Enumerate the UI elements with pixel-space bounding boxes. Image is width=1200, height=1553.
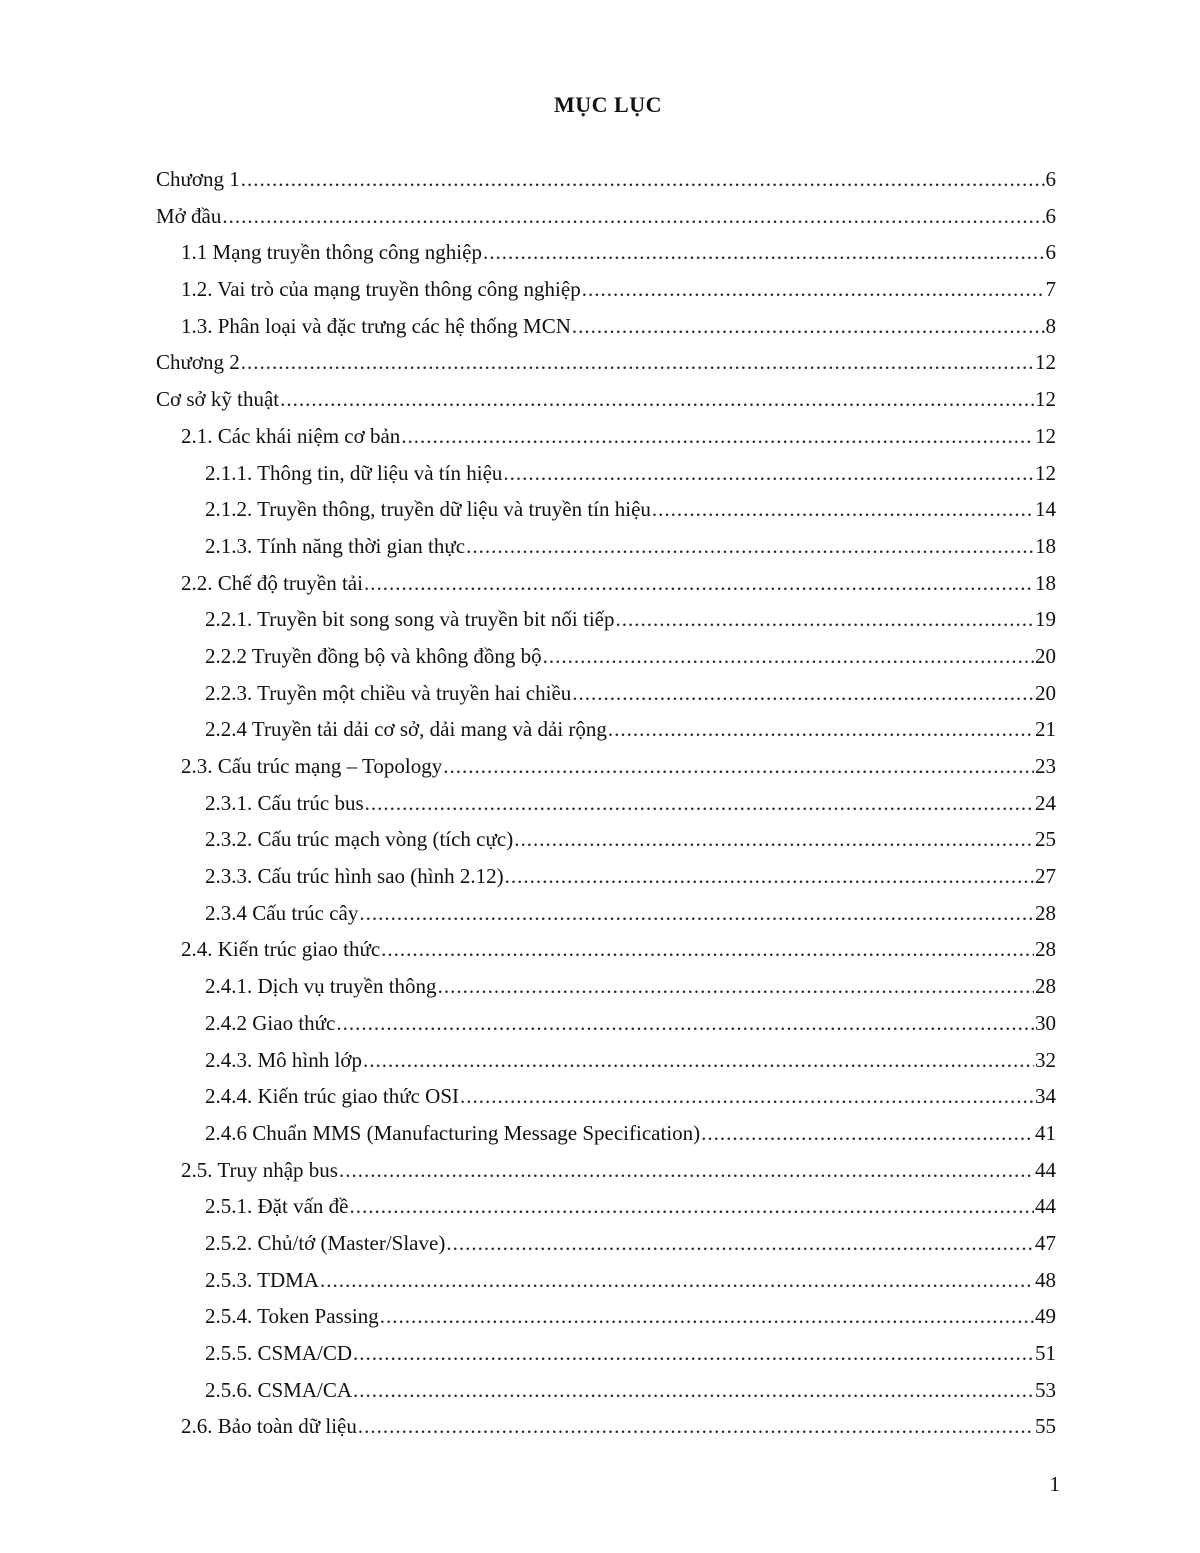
- toc-entry-label: 2.5.2. Chủ/tớ (Master/Slave): [205, 1230, 446, 1255]
- toc-entry-label: 2.2.2 Truyền đồng bộ và không đồng bộ: [205, 643, 542, 668]
- toc-entry[interactable]: [0, 821, 1200, 858]
- toc-entry-row: [205, 1078, 1056, 1115]
- toc-entry-page-number: 18: [1035, 533, 1056, 558]
- toc-entry-label: 2.5.1. Đặt vấn đề: [205, 1194, 349, 1219]
- toc-entry-page-number: 55: [1035, 1414, 1056, 1439]
- toc-entry-page-number: 25: [1035, 827, 1056, 852]
- dot-leader: [572, 308, 1045, 345]
- toc-entry[interactable]: [0, 785, 1200, 822]
- toc-entry[interactable]: [0, 1115, 1200, 1152]
- toc-entry[interactable]: [0, 1372, 1200, 1409]
- dot-leader: [543, 638, 1034, 675]
- toc-entry-page-number: 19: [1035, 607, 1056, 632]
- toc-entry-row: [205, 601, 1056, 638]
- toc-entry-label: 2.3.3. Cấu trúc hình sao (hình 2.12): [205, 864, 504, 889]
- toc-entry-label: 2.1. Các khái niệm cơ bản: [181, 423, 401, 448]
- toc-entry-label: 2.6. Bảo toàn dữ liệu: [181, 1414, 357, 1439]
- dot-leader: [483, 234, 1045, 271]
- dot-leader: [222, 198, 1044, 235]
- toc-entry-row: [181, 565, 1056, 602]
- toc-entry-label: 2.2.1. Truyền bit song song và truyền bit nối tiếp: [205, 607, 615, 632]
- dot-leader: [401, 418, 1034, 455]
- toc-entry[interactable]: [0, 1298, 1200, 1335]
- toc-entry-label: Mở đầu: [156, 203, 222, 228]
- toc-entry[interactable]: [0, 455, 1200, 492]
- dot-leader: [701, 1115, 1034, 1152]
- toc-entry-row: [181, 748, 1056, 785]
- dot-leader: [438, 968, 1034, 1005]
- toc-entry-label: 2.1.1. Thông tin, dữ liệu và tín hiệu: [205, 460, 503, 485]
- toc-entry-row: [205, 1042, 1056, 1079]
- toc-entry-row: [181, 308, 1056, 345]
- dot-leader: [505, 858, 1034, 895]
- toc-entry[interactable]: [0, 858, 1200, 895]
- toc-entry-label: 2.3.1. Cấu trúc bus: [205, 790, 364, 815]
- toc-entry-page-number: 44: [1035, 1194, 1056, 1219]
- toc-entry-label: 2.4.1. Dịch vụ truyền thông: [205, 974, 437, 999]
- toc-entry-row: [205, 528, 1056, 565]
- dot-leader: [616, 601, 1035, 638]
- toc-entry-page-number: 6: [1045, 167, 1056, 191]
- toc-entry-label: 2.3.4 Cấu trúc cây: [205, 900, 359, 925]
- dot-leader: [358, 1408, 1034, 1445]
- toc-entry[interactable]: [0, 1152, 1200, 1189]
- toc-entry-page-number: 14: [1035, 497, 1056, 522]
- toc-entry-label: Cơ sở kỹ thuật: [156, 387, 280, 412]
- toc-entry-row: [156, 161, 1056, 198]
- toc-entry[interactable]: [0, 344, 1200, 381]
- toc-entry-row: [205, 638, 1056, 675]
- toc-entry[interactable]: [0, 711, 1200, 748]
- toc-entry-label: 2.4. Kiến trúc giao thức: [181, 937, 381, 962]
- toc-entry[interactable]: [0, 1225, 1200, 1262]
- toc-entry-label: 2.3. Cấu trúc mạng – Topology: [181, 754, 443, 778]
- dot-leader: [608, 711, 1034, 748]
- toc-entry-row: [156, 381, 1056, 418]
- toc-entry[interactable]: [0, 895, 1200, 932]
- dot-leader: [652, 491, 1034, 528]
- toc-entry[interactable]: [0, 748, 1200, 785]
- toc-entry-row: [205, 1262, 1056, 1299]
- toc-entry-row: [205, 455, 1056, 492]
- toc-entry-row: [181, 418, 1056, 455]
- toc-entry-label: 2.2.3. Truyền một chiều và truyền hai chiều: [205, 680, 572, 705]
- toc-entry-page-number: 53: [1035, 1377, 1056, 1402]
- toc-entry-page-number: 28: [1035, 937, 1056, 962]
- toc-entry-page-number: 12: [1035, 423, 1056, 448]
- toc-entry-label: 1.2. Vai trò của mạng truyền thông công nghiệp: [181, 277, 581, 302]
- dot-leader: [503, 455, 1034, 492]
- dot-leader: [280, 381, 1034, 418]
- toc-entry-row: [205, 1005, 1056, 1042]
- toc-entry-row: [205, 968, 1056, 1005]
- toc-entry-page-number: 49: [1035, 1304, 1056, 1329]
- toc-entry-label: 2.2. Chế độ truyền tải: [181, 570, 363, 595]
- toc-entry[interactable]: [0, 491, 1200, 528]
- toc-entry[interactable]: [0, 271, 1200, 308]
- toc-entry-label: 2.5.3. TDMA: [205, 1267, 319, 1292]
- toc-entry-label: 2.5.5. CSMA/CD: [205, 1341, 353, 1365]
- dot-leader: [339, 1152, 1034, 1189]
- dot-leader: [514, 821, 1034, 858]
- toc-entry-page-number: 32: [1035, 1047, 1056, 1072]
- dot-leader: [460, 1078, 1034, 1115]
- toc-entry-page-number: 51: [1035, 1341, 1056, 1365]
- dot-leader: [381, 931, 1034, 968]
- toc-entry-page-number: 20: [1035, 643, 1056, 668]
- toc-entry[interactable]: [0, 1188, 1200, 1225]
- dot-leader: [446, 1225, 1034, 1262]
- toc-entry-row: [205, 1372, 1056, 1409]
- toc-entry-page-number: 12: [1035, 460, 1056, 485]
- toc-entry[interactable]: [0, 1042, 1200, 1079]
- table-of-contents: [0, 161, 1200, 1445]
- dot-leader: [353, 1372, 1034, 1409]
- toc-entry-label: 2.5.4. Token Passing: [205, 1304, 379, 1329]
- toc-entry[interactable]: [0, 1335, 1200, 1372]
- toc-entry[interactable]: [0, 1005, 1200, 1042]
- toc-entry-page-number: 41: [1035, 1120, 1056, 1145]
- toc-entry-page-number: 7: [1045, 277, 1056, 302]
- toc-entry-page-number: 28: [1035, 974, 1056, 999]
- toc-entry-row: [205, 895, 1056, 932]
- toc-entry[interactable]: [0, 601, 1200, 638]
- toc-entry-page-number: 20: [1035, 680, 1056, 705]
- toc-entry-row: [205, 1188, 1056, 1225]
- dot-leader: [380, 1298, 1034, 1335]
- toc-entry[interactable]: [0, 418, 1200, 455]
- toc-entry-row: [205, 785, 1056, 822]
- dot-leader: [353, 1335, 1034, 1372]
- toc-entry[interactable]: [0, 1262, 1200, 1299]
- toc-entry-row: [181, 271, 1056, 308]
- page-number: 1: [1049, 1472, 1060, 1496]
- toc-entry-page-number: 47: [1035, 1230, 1056, 1255]
- toc-entry[interactable]: [0, 198, 1200, 235]
- dot-leader: [359, 895, 1034, 932]
- toc-entry[interactable]: [0, 675, 1200, 712]
- toc-entry[interactable]: [0, 308, 1200, 345]
- toc-entry-label: 2.1.3. Tính năng thời gian thực: [205, 533, 466, 558]
- toc-entry[interactable]: [0, 1408, 1200, 1445]
- toc-entry-row: [181, 931, 1056, 968]
- toc-entry[interactable]: [0, 968, 1200, 1005]
- toc-entry-row: [205, 821, 1056, 858]
- toc-entry-row: [205, 1225, 1056, 1262]
- toc-entry[interactable]: [0, 161, 1200, 198]
- toc-entry-row: [205, 491, 1056, 528]
- dot-leader: [365, 785, 1034, 822]
- toc-entry[interactable]: [0, 381, 1200, 418]
- toc-entry-label: 2.5. Truy nhập bus: [181, 1157, 338, 1182]
- dot-leader: [572, 675, 1034, 712]
- toc-entry-row: [156, 344, 1056, 381]
- toc-entry-label: 2.3.2. Cấu trúc mạch vòng (tích cực): [205, 827, 514, 852]
- toc-entry[interactable]: [0, 234, 1200, 271]
- toc-entry-row: [205, 675, 1056, 712]
- toc-entry-page-number: 12: [1035, 350, 1056, 375]
- dot-leader: [336, 1005, 1034, 1042]
- toc-entry[interactable]: [0, 638, 1200, 675]
- toc-entry-page-number: 6: [1045, 240, 1056, 265]
- dot-leader: [582, 271, 1045, 308]
- toc-entry-row: [205, 1335, 1056, 1372]
- page-title: MỤC LỤC: [554, 92, 662, 117]
- toc-entry-row: [205, 858, 1056, 895]
- toc-entry-page-number: 8: [1045, 313, 1056, 338]
- toc-entry-label: 2.4.2 Giao thức: [205, 1010, 336, 1035]
- toc-entry-label: 2.2.4 Truyền tải dải cơ sở, dải mang và dải rộng: [205, 717, 607, 742]
- toc-entry-label: 2.4.3. Mô hình lớp: [205, 1047, 362, 1072]
- toc-entry-label: 2.1.2. Truyền thông, truyền dữ liệu và truyền tín hiệu: [205, 497, 651, 522]
- toc-entry-page-number: 30: [1035, 1010, 1056, 1035]
- toc-entry-label: Chương 1: [156, 167, 240, 191]
- dot-leader: [320, 1262, 1034, 1299]
- dot-leader: [364, 565, 1034, 602]
- toc-entry[interactable]: [0, 931, 1200, 968]
- toc-entry[interactable]: [0, 565, 1200, 602]
- toc-entry-label: 1.1 Mạng truyền thông công nghiệp: [181, 240, 482, 265]
- toc-entry-row: [181, 234, 1056, 271]
- toc-entry-label: 2.5.6. CSMA/CA: [205, 1377, 353, 1402]
- dot-leader: [363, 1042, 1034, 1079]
- toc-entry-row: [181, 1152, 1056, 1189]
- toc-entry-page-number: 21: [1035, 717, 1056, 742]
- toc-entry-label: 1.3. Phân loại và đặc trưng các hệ thống MCN: [181, 313, 571, 338]
- toc-entry-row: [205, 1115, 1056, 1152]
- toc-entry-page-number: 34: [1035, 1084, 1056, 1109]
- toc-entry-page-number: 24: [1035, 790, 1056, 815]
- toc-entry-page-number: 12: [1035, 387, 1056, 412]
- toc-entry-row: [156, 198, 1056, 235]
- toc-entry-row: [205, 711, 1056, 748]
- toc-entry-page-number: 44: [1035, 1157, 1056, 1182]
- dot-leader: [443, 748, 1034, 785]
- toc-entry-label: Chương 2: [156, 350, 240, 375]
- toc-entry-page-number: 48: [1035, 1267, 1056, 1292]
- toc-entry-page-number: 23: [1035, 754, 1056, 778]
- toc-entry-row: [205, 1298, 1056, 1335]
- toc-entry-label: 2.4.4. Kiến trúc giao thức OSI: [205, 1084, 459, 1109]
- dot-leader: [241, 161, 1045, 198]
- dot-leader: [349, 1188, 1034, 1225]
- toc-entry-page-number: 6: [1045, 203, 1056, 228]
- toc-entry[interactable]: [0, 528, 1200, 565]
- dot-leader: [241, 344, 1034, 381]
- toc-entry[interactable]: [0, 1078, 1200, 1115]
- toc-entry-page-number: 18: [1035, 570, 1056, 595]
- toc-entry-page-number: 28: [1035, 900, 1056, 925]
- toc-entry-row: [181, 1408, 1056, 1445]
- toc-entry-page-number: 27: [1035, 864, 1056, 889]
- dot-leader: [466, 528, 1034, 565]
- toc-entry-label: 2.4.6 Chuẩn MMS (Manufacturing Message Specification): [205, 1120, 701, 1145]
